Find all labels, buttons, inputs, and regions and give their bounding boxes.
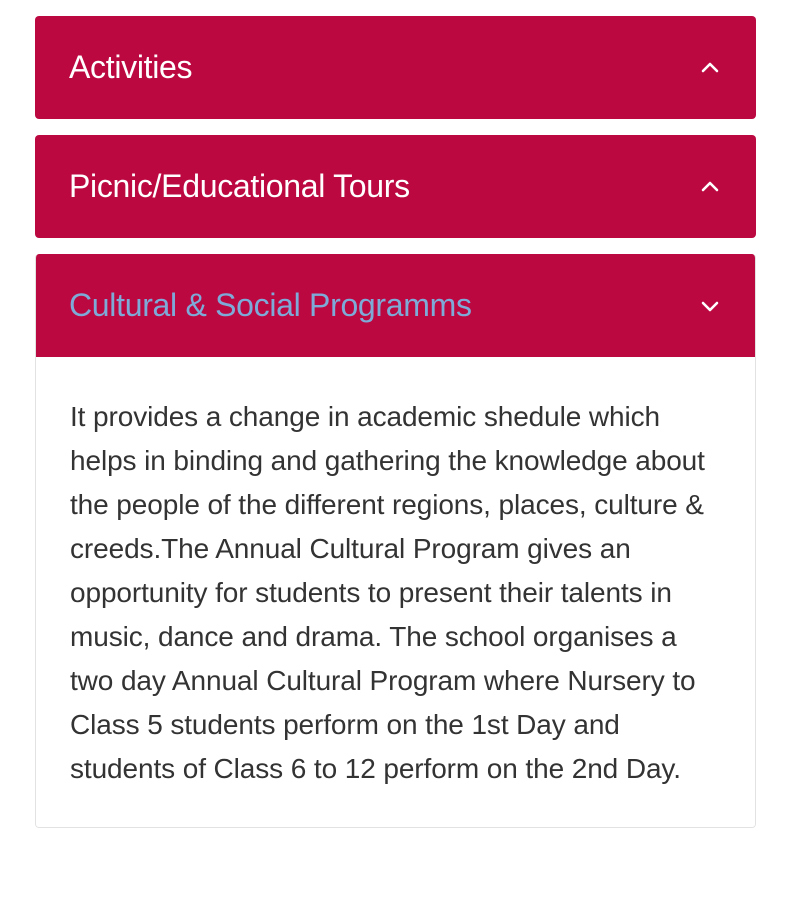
chevron-up-icon[interactable]	[698, 175, 722, 199]
panel-header-picnic-educational-tours[interactable]	[35, 135, 756, 238]
panel-header-cultural-social-programms[interactable]	[35, 254, 756, 357]
chevron-up-icon[interactable]	[698, 56, 722, 80]
panel-picnic-educational-tours	[35, 135, 756, 238]
panel-title-picnic-educational-tours: Picnic/Educational Tours	[69, 168, 410, 204]
chevron-down-icon[interactable]	[698, 294, 722, 318]
accordion	[35, 16, 756, 844]
panel-title-cultural-social-programms: Cultural & Social Programms	[69, 287, 472, 323]
panel-title-activities: Activities	[69, 49, 193, 85]
panel-activities	[35, 16, 756, 119]
panel-header-activities[interactable]	[35, 16, 756, 119]
panel-cultural-social-programms	[35, 254, 756, 828]
panel-body-cultural-social-programms: It provides a change in academic shedule which helps in binding and gathering the knowledge about the people of the different regions, places, culture & creeds.The Annual Cultural Program gives an opportunity for students to present their talents in music, dance and drama. The school organises a two day Annual Cultural Program where Nursery to Class 5 students perform on the 1st Day and students of Class 6 to 12 perform on the 2nd Day.	[36, 357, 755, 827]
